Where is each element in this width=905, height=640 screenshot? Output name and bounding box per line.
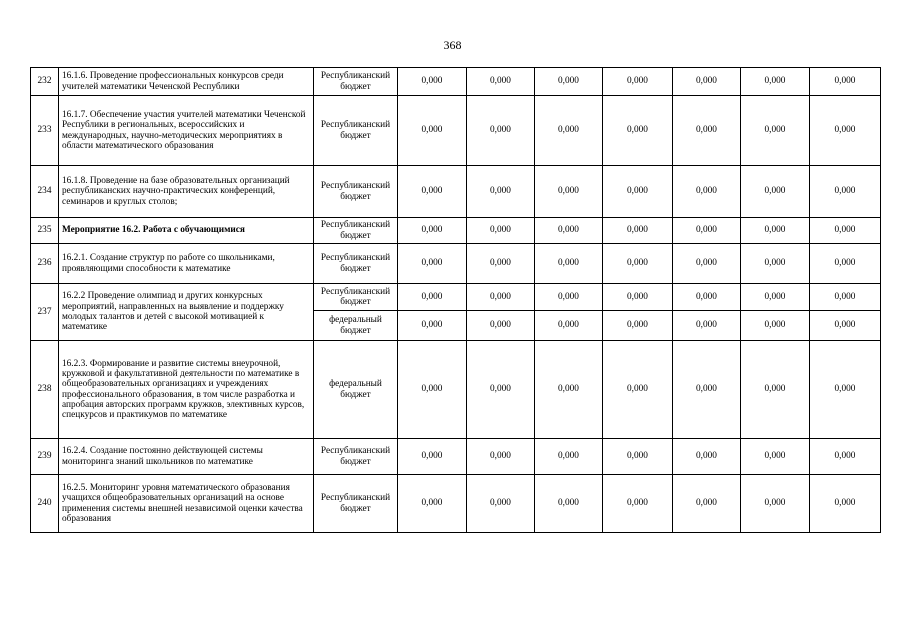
amount-cell: 0,000 xyxy=(398,311,467,341)
amount-cell: 0,000 xyxy=(398,68,467,96)
funding-source-cell: федеральный бюджет xyxy=(314,341,398,439)
amount-cell: 0,000 xyxy=(673,439,741,475)
row-number-cell: 236 xyxy=(31,244,59,284)
page-number: 368 xyxy=(443,38,462,52)
amount-cell: 0,000 xyxy=(535,68,603,96)
row-number-cell: 234 xyxy=(31,166,59,218)
amount-cell: 0,000 xyxy=(741,166,810,218)
amount-cell: 0,000 xyxy=(535,341,603,439)
row-number-cell: 233 xyxy=(31,96,59,166)
amount-cell: 0,000 xyxy=(741,439,810,475)
amount-cell: 0,000 xyxy=(673,475,741,533)
amount-cell: 0,000 xyxy=(535,284,603,311)
amount-cell: 0,000 xyxy=(467,68,535,96)
amount-cell: 0,000 xyxy=(810,218,881,244)
amount-cell: 0,000 xyxy=(810,284,881,311)
activity-description-cell: 16.2.3. Формирование и развитие системы внеурочной, кружковой и факультативной деятельности по математике в общеобразовательных организациях и учреждениях профессионального образования, в том числе разработка и апробация авторских программ кружков, элективных курсов, спецкурсов и практикумов по математике xyxy=(59,341,314,439)
amount-cell: 0,000 xyxy=(741,311,810,341)
row-number-cell: 232 xyxy=(31,68,59,96)
amount-cell: 0,000 xyxy=(673,341,741,439)
row-number-cell: 238 xyxy=(31,341,59,439)
amount-cell: 0,000 xyxy=(741,68,810,96)
amount-cell: 0,000 xyxy=(603,68,673,96)
amount-cell: 0,000 xyxy=(603,218,673,244)
table-row xyxy=(31,96,881,166)
amount-cell: 0,000 xyxy=(673,218,741,244)
amount-cell: 0,000 xyxy=(810,341,881,439)
amount-cell: 0,000 xyxy=(467,284,535,311)
amount-cell: 0,000 xyxy=(398,341,467,439)
amount-cell: 0,000 xyxy=(467,439,535,475)
amount-cell: 0,000 xyxy=(398,96,467,166)
amount-cell: 0,000 xyxy=(673,284,741,311)
amount-cell: 0,000 xyxy=(673,244,741,284)
row-number-cell: 239 xyxy=(31,439,59,475)
amount-cell: 0,000 xyxy=(467,96,535,166)
amount-cell: 0,000 xyxy=(535,475,603,533)
amount-cell: 0,000 xyxy=(603,244,673,284)
amount-cell: 0,000 xyxy=(398,439,467,475)
funding-source-cell: Республиканский бюджет xyxy=(314,166,398,218)
amount-cell: 0,000 xyxy=(467,311,535,341)
amount-cell: 0,000 xyxy=(535,244,603,284)
amount-cell: 0,000 xyxy=(673,68,741,96)
amount-cell: 0,000 xyxy=(810,68,881,96)
amount-cell: 0,000 xyxy=(810,244,881,284)
amount-cell: 0,000 xyxy=(467,475,535,533)
amount-cell: 0,000 xyxy=(603,284,673,311)
funding-source-cell: Республиканский бюджет xyxy=(314,244,398,284)
amount-cell: 0,000 xyxy=(398,244,467,284)
amount-cell: 0,000 xyxy=(603,311,673,341)
amount-cell: 0,000 xyxy=(673,96,741,166)
amount-cell: 0,000 xyxy=(603,475,673,533)
activity-description-cell: 16.1.8. Проведение на базе образовательных организаций республиканских научно-практических конференций, семинаров и круглых столов; xyxy=(59,166,314,218)
amount-cell: 0,000 xyxy=(398,166,467,218)
funding-source-cell: федеральный бюджет xyxy=(314,311,398,341)
amount-cell: 0,000 xyxy=(673,166,741,218)
activity-description-cell: 16.1.7. Обеспечение участия учителей математики Чеченской Республики в региональных, всероссийских и международных, научно-методических мероприятиях в области математического образования xyxy=(59,96,314,166)
funding-source-cell: Республиканский бюджет xyxy=(314,284,398,311)
amount-cell: 0,000 xyxy=(603,341,673,439)
amount-cell: 0,000 xyxy=(810,439,881,475)
table-row xyxy=(31,439,881,475)
amount-cell: 0,000 xyxy=(741,475,810,533)
table-row xyxy=(31,284,881,311)
activity-description-cell: 16.2.4. Создание постоянно действующей системы мониторинга знаний школьников по математике xyxy=(59,439,314,475)
amount-cell: 0,000 xyxy=(535,439,603,475)
table-body xyxy=(31,68,881,533)
amount-cell: 0,000 xyxy=(741,341,810,439)
table-row xyxy=(31,166,881,218)
table-row xyxy=(31,244,881,284)
amount-cell: 0,000 xyxy=(535,311,603,341)
amount-cell: 0,000 xyxy=(535,166,603,218)
table-row xyxy=(31,475,881,533)
amount-cell: 0,000 xyxy=(398,475,467,533)
amount-cell: 0,000 xyxy=(673,311,741,341)
amount-cell: 0,000 xyxy=(741,244,810,284)
amount-cell: 0,000 xyxy=(810,96,881,166)
amount-cell: 0,000 xyxy=(467,166,535,218)
table-row xyxy=(31,68,881,96)
funding-source-cell: Республиканский бюджет xyxy=(314,439,398,475)
amount-cell: 0,000 xyxy=(810,475,881,533)
amount-cell: 0,000 xyxy=(398,284,467,311)
funding-source-cell: Республиканский бюджет xyxy=(314,475,398,533)
amount-cell: 0,000 xyxy=(535,218,603,244)
table-row xyxy=(31,218,881,244)
activity-description-cell: Мероприятие 16.2. Работа с обучающимися xyxy=(59,218,314,244)
funding-source-cell: Республиканский бюджет xyxy=(314,68,398,96)
amount-cell: 0,000 xyxy=(741,284,810,311)
amount-cell: 0,000 xyxy=(467,218,535,244)
budget-table xyxy=(30,67,881,533)
amount-cell: 0,000 xyxy=(467,244,535,284)
activity-description-cell: 16.2.2 Проведение олимпиад и других конкурсных мероприятий, направленных на выявление и поддержку молодых талантов и детей с высокой мотивацией к математике xyxy=(59,284,314,341)
table-row xyxy=(31,341,881,439)
activity-description-cell: 16.2.5. Мониторинг уровня математического образования учащихся общеобразовательных организаций на основе применения системы внешней независимой оценки качества образования xyxy=(59,475,314,533)
funding-source-cell: Республиканский бюджет xyxy=(314,218,398,244)
activity-description-cell: 16.2.1. Создание структур по работе со школьниками, проявляющими способности к математике xyxy=(59,244,314,284)
amount-cell: 0,000 xyxy=(603,96,673,166)
amount-cell: 0,000 xyxy=(398,218,467,244)
row-number-cell: 235 xyxy=(31,218,59,244)
row-number-cell: 240 xyxy=(31,475,59,533)
amount-cell: 0,000 xyxy=(603,439,673,475)
funding-source-cell: Республиканский бюджет xyxy=(314,96,398,166)
amount-cell: 0,000 xyxy=(810,311,881,341)
amount-cell: 0,000 xyxy=(810,166,881,218)
activity-description-cell: 16.1.6. Проведение профессиональных конкурсов среди учителей математики Чеченской Республики xyxy=(59,68,314,96)
amount-cell: 0,000 xyxy=(535,96,603,166)
amount-cell: 0,000 xyxy=(603,166,673,218)
amount-cell: 0,000 xyxy=(741,218,810,244)
amount-cell: 0,000 xyxy=(741,96,810,166)
row-number-cell: 237 xyxy=(31,284,59,341)
amount-cell: 0,000 xyxy=(467,341,535,439)
